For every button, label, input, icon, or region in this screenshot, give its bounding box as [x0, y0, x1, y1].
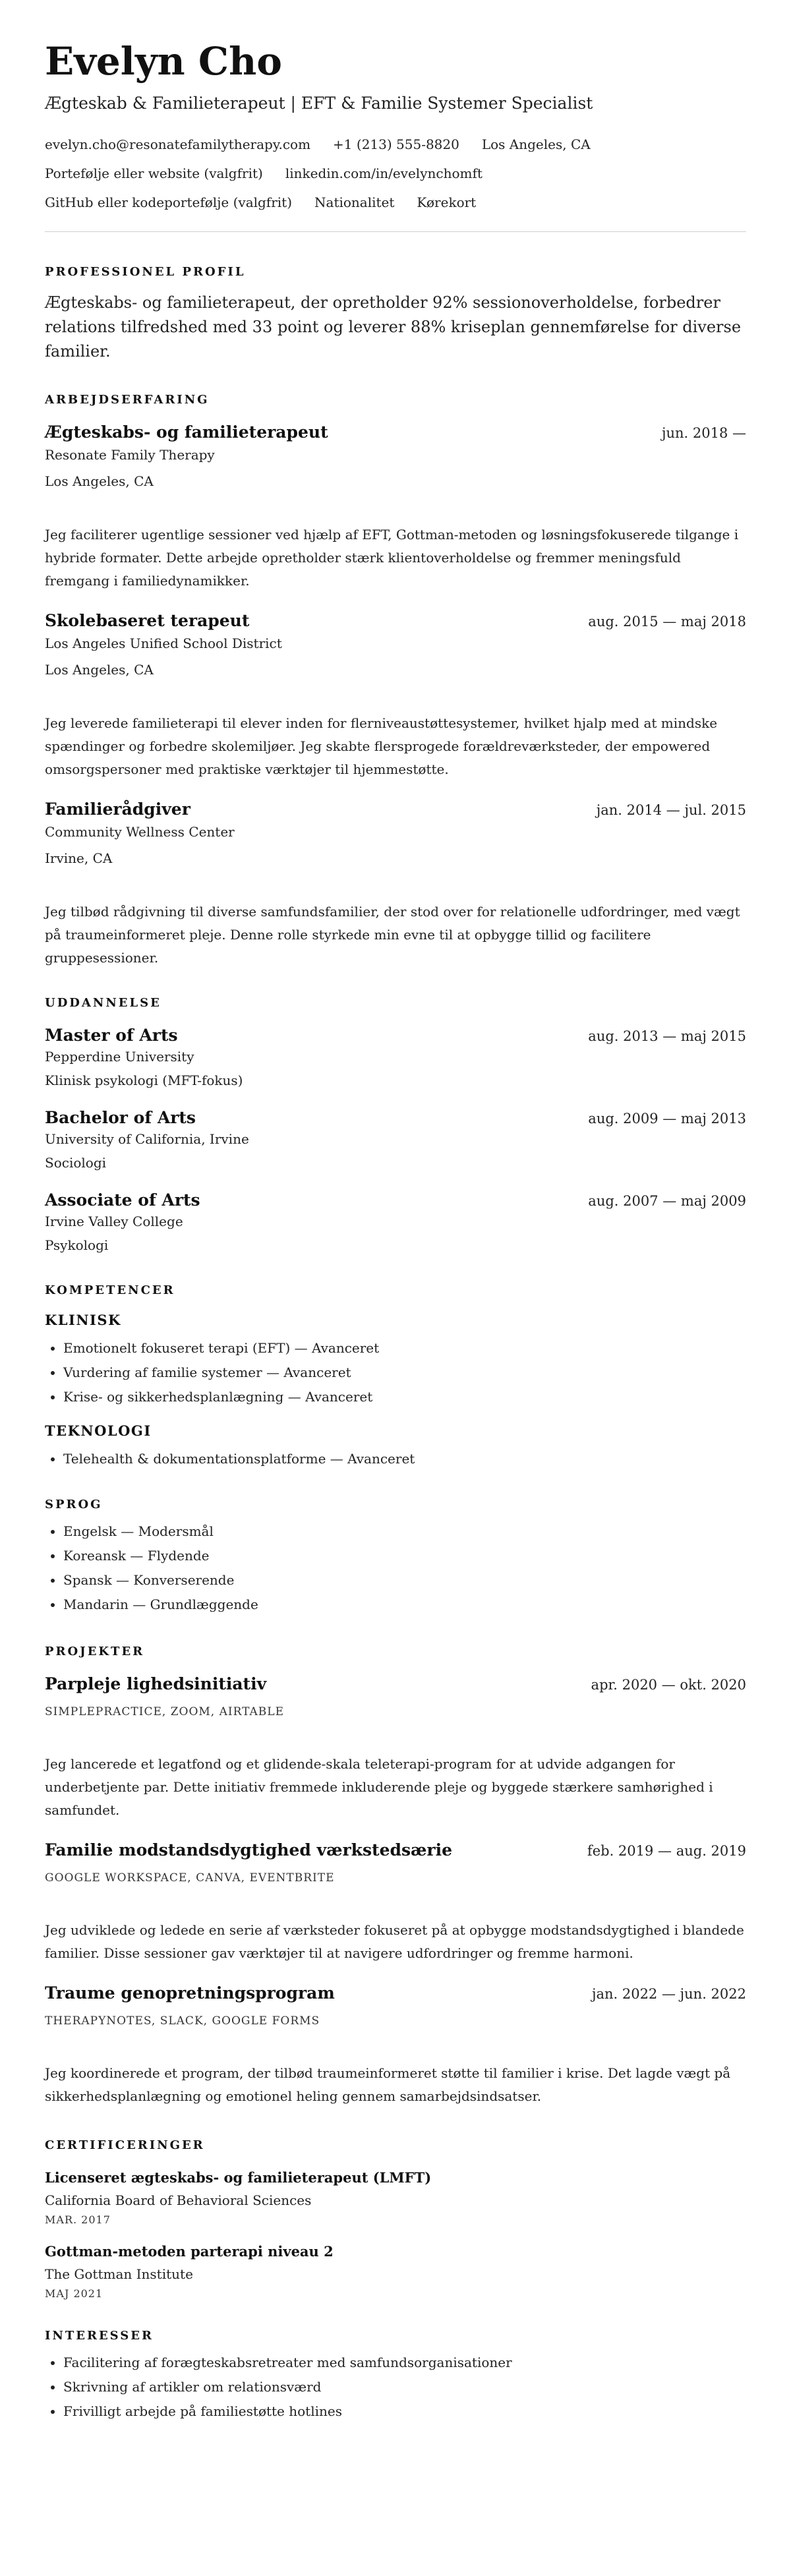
school-name: University of California, Irvine [45, 1131, 249, 1148]
certification-title: Gottman-metoden parterapi niveau 2 [45, 2243, 334, 2260]
education-date: aug. 2013 — maj 2015 [588, 1028, 746, 1045]
project-entry [45, 1674, 746, 1822]
job-title: Skolebaseret terapeut [45, 611, 250, 631]
languages-list [45, 1519, 746, 1617]
experience-entry [45, 611, 746, 781]
job-title: Ægteskabs- og familieterapeut [45, 423, 328, 442]
list-item: • Telehealth & dokumentationsplatforme — Avanceret [63, 1447, 746, 1471]
linkedin-link[interactable]: linkedin.com/in/evelynchomft [285, 165, 483, 181]
job-company: Community Wellness Center [45, 824, 235, 840]
languages-heading: SPROG [45, 1498, 103, 1512]
certification-date: MAR. 2017 [45, 2213, 111, 2227]
project-date: jan. 2022 — jun. 2022 [591, 1986, 746, 2003]
field-of-study: Klinisk psykologi (MFT-fokus) [45, 1072, 243, 1089]
project-tools: SIMPLEPRACTICE, ZOOM, AIRTABLE [45, 1705, 284, 1719]
competencies-heading: KOMPETENCER [45, 1283, 175, 1298]
candidate-title: Ægteskab & Familieterapeut | EFT & Familie Systemer Specialist [45, 93, 593, 113]
header-divider [45, 231, 746, 232]
project-description: Jeg udviklede og ledede en serie af værksteder fokuseret på at opbygge modstandsdygtighed i blandede familier. Disse sessioner gav værktøjer til at navigere udfordringer og fremme harmoni. [45, 1922, 744, 1962]
field-of-study: Sociologi [45, 1155, 107, 1171]
contact-row [45, 161, 746, 185]
experience-heading: ARBEJDSERFARING [45, 393, 210, 407]
list-item: • Engelsk — Modersmål [63, 1519, 746, 1544]
project-date: apr. 2020 — okt. 2020 [591, 1677, 746, 1693]
education-heading: UDDANNELSE [45, 996, 161, 1010]
list-item: • Koreansk — Flydende [63, 1544, 746, 1568]
list-item: • Facilitering af forægteskabsretreater med samfundsorganisationer [63, 2351, 746, 2375]
github-placeholder: GitHub eller kodeportefølje (valgfrit) [45, 194, 293, 210]
certification-title: Licenseret ægteskabs- og familieterapeut (LMFT) [45, 2169, 432, 2186]
certifications-heading: CERTIFICERINGER [45, 2138, 205, 2153]
project-description: Jeg koordinerede et program, der tilbød traumeinformeret støtte til familier i krise. Det lagde vægt på sikkerhedsplanlægning og emotionel heling gennem samarbejdsindsatser. [45, 2065, 731, 2105]
list-item: • Skrivning af artikler om relationsværd [63, 2375, 746, 2399]
project-tools: THERAPYNOTES, SLACK, GOOGLE FORMS [45, 2014, 320, 2028]
job-description: Jeg faciliterer ugentlige sessioner ved hjælp af EFT, Gottman-metoden og løsningsfokuserede tilgange i hybride formater. Dette arbejde opretholder stærk klientoverholdelse og fremmer meningsfuld fremgang i familiedynamikker. [45, 527, 739, 589]
list-item: • Mandarin — Grundlæggende [63, 1593, 746, 1617]
drivers-license-placeholder: Kørekort [417, 194, 477, 210]
clinical-list [45, 1336, 746, 1409]
education-date: aug. 2007 — maj 2009 [588, 1193, 746, 1210]
interests-list [45, 2351, 746, 2424]
email-link[interactable]: evelyn.cho@resonatefamilytherapy.com [45, 136, 311, 152]
list-item: • Frivilligt arbejde på familiestøtte hotlines [63, 2399, 746, 2424]
job-company: Resonate Family Therapy [45, 447, 215, 463]
profile-text: Ægteskabs- og familieterapeut, der opretholder 92% sessionoverholdelse, forbedrer relations tilfredshed med 33 point og leverer 88% kriseplan gennemførelse for diverse familier. [45, 293, 742, 361]
education-entry [45, 1190, 746, 1253]
project-entry [45, 1983, 746, 2108]
experience-entry [45, 800, 746, 970]
project-title: Parpleje lighedsinitiativ [45, 1674, 267, 1694]
job-date: jun. 2018 — [661, 425, 746, 442]
clinical-heading: KLINISK [45, 1312, 121, 1329]
projects-heading: PROJEKTER [45, 1645, 145, 1659]
location: Los Angeles, CA [481, 136, 591, 152]
project-date: feb. 2019 — aug. 2019 [587, 1843, 746, 1859]
education-entry [45, 1108, 746, 1171]
certification-date: MAJ 2021 [45, 2287, 103, 2300]
degree-title: Bachelor of Arts [45, 1108, 196, 1128]
profile-heading: PROFESSIONEL PROFIL [45, 264, 246, 279]
school-name: Irvine Valley College [45, 1214, 183, 1230]
education-date: aug. 2009 — maj 2013 [588, 1111, 746, 1127]
project-title: Traume genopretningsprogram [45, 1983, 335, 2003]
certification-entry [45, 2243, 746, 2300]
list-item: • Vurdering af familie systemer — Avanceret [63, 1361, 746, 1385]
project-entry [45, 1840, 746, 1965]
list-item: • Krise- og sikkerhedsplanlægning — Avanceret [63, 1385, 746, 1409]
field-of-study: Psykologi [45, 1237, 109, 1254]
job-date: aug. 2015 — maj 2018 [588, 614, 746, 630]
education-entry [45, 1026, 746, 1088]
experience-entry [45, 423, 746, 593]
degree-title: Associate of Arts [45, 1190, 200, 1210]
job-title: Familierådgiver [45, 800, 190, 819]
list-item: • Emotionelt fokuseret terapi (EFT) — Avanceret [63, 1336, 746, 1361]
nationality-placeholder: Nationalitet [314, 194, 395, 210]
list-item: • Spansk — Konverserende [63, 1568, 746, 1593]
project-title: Familie modstandsdygtighed værkstedsærie [45, 1840, 453, 1860]
school-name: Pepperdine University [45, 1049, 194, 1065]
job-date: jan. 2014 — jul. 2015 [596, 802, 746, 819]
job-location: Los Angeles, CA [45, 662, 154, 678]
job-location: Irvine, CA [45, 850, 113, 867]
certification-issuer: The Gottman Institute [45, 2266, 193, 2283]
interests-heading: INTERESSER [45, 2329, 154, 2343]
technology-list [45, 1447, 746, 1471]
phone-number[interactable]: +1 (213) 555-8820 [333, 136, 459, 152]
candidate-name: Evelyn Cho [45, 39, 282, 84]
contact-info [45, 132, 746, 214]
job-description: Jeg tilbød rådgivning til diverse samfundsfamilier, der stod over for relationelle udfordringer, med vægt på traumeinformeret pleje. Denne rolle styrkede min evne til at opbygge tillid og facilitere gruppesessioner. [45, 904, 740, 966]
project-description: Jeg lancerede et legatfond og et glidende-skala teleterapi-program for at udvide adgangen for underbetjente par. Dette initiativ fremmede inkluderende pleje og byggede stærkere samhørighed i samfundet. [45, 1756, 713, 1819]
contact-row [45, 132, 746, 156]
job-description: Jeg leverede familieterapi til elever inden for flerniveaustøttesystemer, hvilket hjalp med at mindske spændinger og forbedre skolemiljøer. Jeg skabte flersprogede forældreværksteder, der empowered omsorgspersoner med praktiske værktøjer til hjemmestøtte. [45, 715, 718, 778]
degree-title: Master of Arts [45, 1026, 178, 1045]
job-location: Los Angeles, CA [45, 473, 154, 490]
technology-heading: TEKNOLOGI [45, 1422, 152, 1440]
certification-issuer: California Board of Behavioral Sciences [45, 2192, 312, 2209]
portfolio-placeholder: Portefølje eller website (valgfrit) [45, 165, 263, 181]
contact-row [45, 190, 746, 214]
certification-entry [45, 2169, 746, 2226]
job-company: Los Angeles Unified School District [45, 635, 282, 652]
project-tools: GOOGLE WORKSPACE, CANVA, EVENTBRITE [45, 1871, 335, 1885]
